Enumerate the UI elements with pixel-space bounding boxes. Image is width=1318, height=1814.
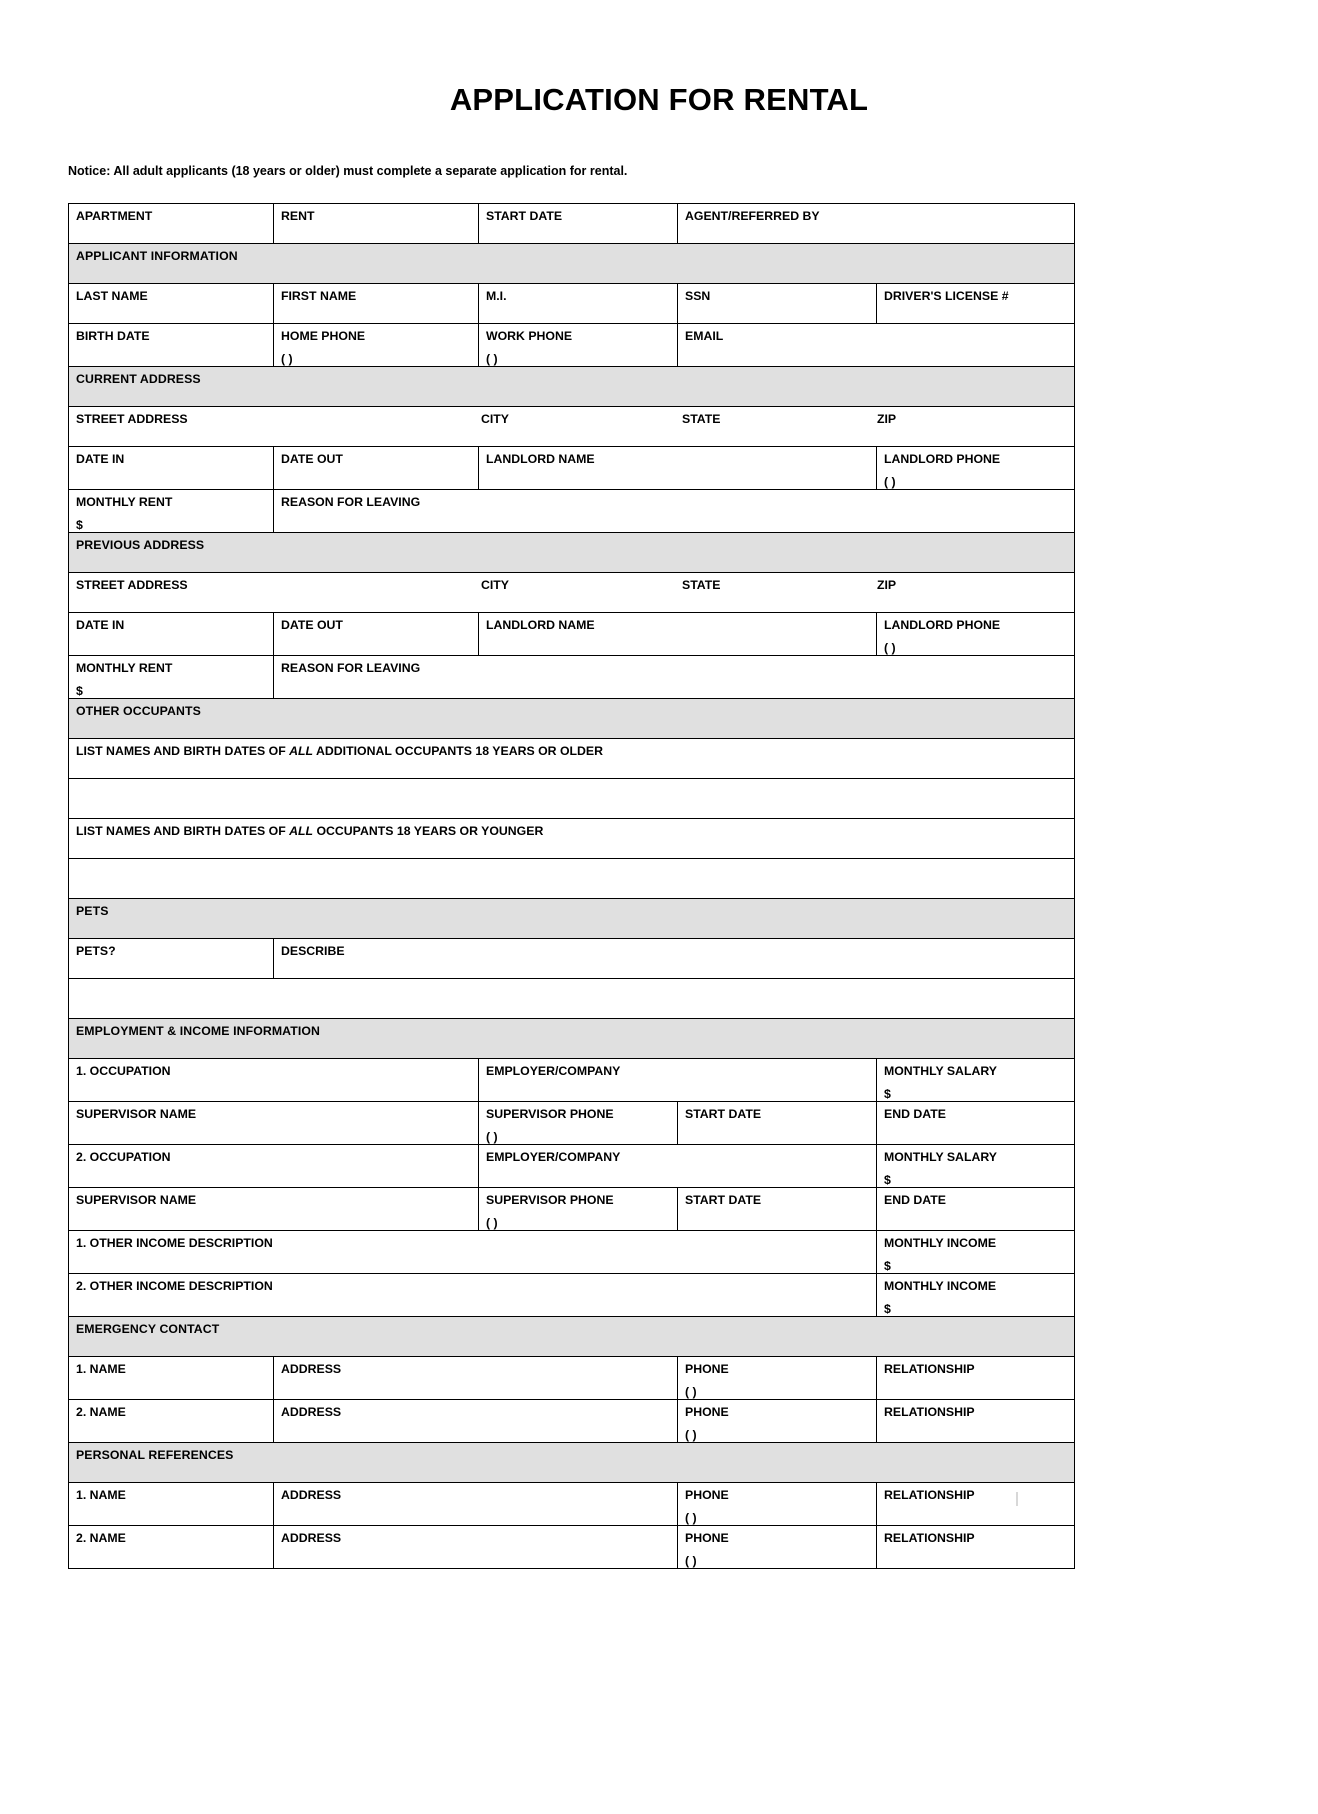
- field-emergency-address-2[interactable]: [274, 1400, 678, 1443]
- field-employer-1-label: EMPLOYER/COMPANY: [486, 1064, 621, 1078]
- field-previous-date-out[interactable]: [274, 613, 479, 656]
- field-monthly-income-1-label: MONTHLY INCOME: [884, 1236, 997, 1250]
- supervisor-phone-1-placeholder: ( ): [486, 1129, 498, 1144]
- field-rent-label: RENT: [281, 209, 315, 223]
- field-occupation-2-label: 2. OCCUPATION: [76, 1150, 171, 1164]
- reference-phone-2-placeholder: ( ): [685, 1553, 697, 1568]
- field-previous-monthly-rent[interactable]: [69, 656, 274, 699]
- table-row-current-landlord: [69, 447, 1075, 490]
- section-header-personal-references: PERSONAL REFERENCES: [69, 1443, 1075, 1483]
- section-header-other-occupants: OTHER OCCUPANTS: [69, 699, 1075, 739]
- section-header-current-address: CURRENT ADDRESS: [69, 367, 1075, 407]
- work-phone-placeholder: ( ): [486, 351, 498, 366]
- field-monthly-salary-1-label: MONTHLY SALARY: [884, 1064, 997, 1078]
- section-row-pets: [69, 899, 1075, 939]
- field-current-reason-for-leaving[interactable]: [274, 490, 1075, 533]
- previous-rent-currency: $: [76, 683, 83, 698]
- field-rent[interactable]: [274, 204, 479, 244]
- table-row-current-rent: [69, 490, 1075, 533]
- field-reference-phone-1-label: PHONE: [685, 1488, 729, 1502]
- field-emergency-phone-1[interactable]: [678, 1357, 877, 1400]
- field-emergency-relationship-2[interactable]: [877, 1400, 1075, 1443]
- field-supervisor-name-2[interactable]: [69, 1188, 479, 1231]
- field-emergency-phone-2[interactable]: [678, 1400, 877, 1443]
- field-reference-relationship-2-label: RELATIONSHIP: [884, 1531, 975, 1545]
- field-current-reason-label: REASON FOR LEAVING: [281, 495, 421, 509]
- field-emp-start-date-2[interactable]: [678, 1188, 877, 1231]
- section-row-employment: [69, 1019, 1075, 1059]
- field-current-city-label: CITY: [481, 412, 510, 426]
- table-row-reference-1: [69, 1483, 1075, 1526]
- salary-1-currency: $: [884, 1086, 891, 1101]
- field-current-landlord-name-label: LANDLORD NAME: [486, 452, 595, 466]
- field-agent-referred-by[interactable]: [678, 204, 1075, 244]
- field-emergency-phone-2-label: PHONE: [685, 1405, 729, 1419]
- field-last-name-label: LAST NAME: [76, 289, 148, 303]
- field-reference-name-1-label: 1. NAME: [76, 1488, 126, 1502]
- occupants-older-emphasis: ALL: [289, 744, 314, 758]
- section-header-applicant-information: APPLICANT INFORMATION: [69, 244, 1075, 284]
- field-reference-name-1[interactable]: [69, 1483, 274, 1526]
- field-emergency-name-2[interactable]: [69, 1400, 274, 1443]
- field-emp-end-date-2-label: END DATE: [884, 1193, 946, 1207]
- field-pets-describe[interactable]: [274, 939, 1075, 979]
- rental-application-form: [68, 203, 1075, 1569]
- occupants-younger-prefix: LIST NAMES AND BIRTH DATES OF: [76, 824, 290, 838]
- field-home-phone[interactable]: [274, 324, 479, 367]
- field-occupants-younger[interactable]: [69, 819, 1075, 859]
- table-row-occupants-younger-entry: [69, 859, 1075, 899]
- field-previous-date-out-label: DATE OUT: [281, 618, 343, 632]
- field-emergency-relationship-1-label: RELATIONSHIP: [884, 1362, 975, 1376]
- field-drivers-license-label: DRIVER'S LICENSE #: [884, 289, 1009, 303]
- section-row-previous-address: [69, 533, 1075, 573]
- occupants-younger-emphasis: ALL: [289, 824, 314, 838]
- field-emergency-name-1-label: 1. NAME: [76, 1362, 126, 1376]
- field-birth-date[interactable]: [69, 324, 274, 367]
- field-supervisor-name-2-label: SUPERVISOR NAME: [76, 1193, 197, 1207]
- field-email[interactable]: [678, 324, 1075, 367]
- field-current-monthly-rent[interactable]: [69, 490, 274, 533]
- table-row-contact: [69, 324, 1075, 367]
- field-emp-start-date-2-label: START DATE: [685, 1193, 762, 1207]
- field-reference-address-1-label: ADDRESS: [281, 1488, 342, 1502]
- field-reference-phone-1[interactable]: [678, 1483, 877, 1526]
- field-reference-relationship-2[interactable]: [877, 1526, 1075, 1569]
- notice-text: Notice: All adult applicants (18 years or older) must complete a separate application for rental.: [68, 164, 628, 178]
- field-emergency-address-1[interactable]: [274, 1357, 678, 1400]
- table-row-reference-2: [69, 1526, 1075, 1569]
- table-row-pets: [69, 939, 1075, 979]
- section-row-emergency-contact: [69, 1317, 1075, 1357]
- table-row-name: [69, 284, 1075, 324]
- field-work-phone-label: WORK PHONE: [486, 329, 573, 343]
- field-previous-landlord-phone-label: LANDLORD PHONE: [884, 618, 1001, 632]
- table-row-occupants-older-entry: [69, 779, 1075, 819]
- field-emergency-name-2-label: 2. NAME: [76, 1405, 126, 1419]
- field-supervisor-phone-1-label: SUPERVISOR PHONE: [486, 1107, 614, 1121]
- section-header-employment: EMPLOYMENT & INCOME INFORMATION: [69, 1019, 1075, 1059]
- field-pets-question-label: PETS?: [76, 944, 116, 958]
- field-occupants-older-entry[interactable]: [69, 779, 1075, 819]
- current-landlord-phone-placeholder: ( ): [884, 474, 896, 489]
- occupants-younger-suffix: OCCUPANTS 18 YEARS OR YOUNGER: [313, 824, 544, 838]
- table-row-apartment-info: [69, 204, 1075, 244]
- field-reference-phone-2-label: PHONE: [685, 1531, 729, 1545]
- field-previous-landlord-phone[interactable]: [877, 613, 1075, 656]
- reference-phone-1-placeholder: ( ): [685, 1510, 697, 1525]
- field-current-zip-label: ZIP: [877, 412, 897, 426]
- table-row-other-income-1: [69, 1231, 1075, 1274]
- field-reference-address-2[interactable]: [274, 1526, 678, 1569]
- field-emergency-phone-1-label: PHONE: [685, 1362, 729, 1376]
- field-monthly-salary-1[interactable]: [877, 1059, 1075, 1102]
- field-emergency-name-1[interactable]: [69, 1357, 274, 1400]
- field-occupation-1[interactable]: [69, 1059, 479, 1102]
- field-previous-date-in[interactable]: [69, 613, 274, 656]
- field-monthly-salary-2[interactable]: [877, 1145, 1075, 1188]
- field-emp-end-date-2[interactable]: [877, 1188, 1075, 1231]
- table-row-previous-landlord: [69, 613, 1075, 656]
- supervisor-phone-2-placeholder: ( ): [486, 1215, 498, 1230]
- field-occupants-older[interactable]: [69, 739, 1075, 779]
- field-pets-question[interactable]: [69, 939, 274, 979]
- table-row-previous-street: [69, 573, 1075, 613]
- occupants-older-prefix: LIST NAMES AND BIRTH DATES OF: [76, 744, 290, 758]
- field-other-income-2-label: 2. OTHER INCOME DESCRIPTION: [76, 1279, 273, 1293]
- field-previous-city-label: CITY: [481, 578, 510, 592]
- field-reference-address-1[interactable]: [274, 1483, 678, 1526]
- income-2-currency: $: [884, 1301, 891, 1316]
- field-current-landlord-phone[interactable]: [877, 447, 1075, 490]
- section-row-other-occupants: [69, 699, 1075, 739]
- home-phone-placeholder: ( ): [281, 351, 293, 366]
- field-emergency-relationship-2-label: RELATIONSHIP: [884, 1405, 975, 1419]
- page-artifact-mark: [1016, 1492, 1018, 1506]
- field-current-address-line[interactable]: [69, 407, 1075, 447]
- emergency-phone-1-placeholder: ( ): [685, 1384, 697, 1399]
- field-previous-reason-label: REASON FOR LEAVING: [281, 661, 421, 675]
- table-row-occupation-1: [69, 1059, 1075, 1102]
- current-rent-currency: $: [76, 517, 83, 532]
- field-current-date-in[interactable]: [69, 447, 274, 490]
- field-start-date-label: START DATE: [486, 209, 563, 223]
- field-employer-2[interactable]: [479, 1145, 877, 1188]
- field-current-date-out-label: DATE OUT: [281, 452, 343, 466]
- field-start-date[interactable]: [479, 204, 678, 244]
- table-row-occupants-younger-label: [69, 819, 1075, 859]
- field-previous-zip-label: ZIP: [877, 578, 897, 592]
- field-monthly-income-2[interactable]: [877, 1274, 1075, 1317]
- field-supervisor-phone-2-label: SUPERVISOR PHONE: [486, 1193, 614, 1207]
- field-supervisor-phone-2[interactable]: [479, 1188, 678, 1231]
- field-emergency-address-1-label: ADDRESS: [281, 1362, 342, 1376]
- field-email-label: EMAIL: [685, 329, 724, 343]
- field-previous-landlord-name-label: LANDLORD NAME: [486, 618, 595, 632]
- table-row-other-income-2: [69, 1274, 1075, 1317]
- field-work-phone[interactable]: [479, 324, 678, 367]
- occupants-older-suffix: ADDITIONAL OCCUPANTS 18 YEARS OR OLDER: [313, 744, 603, 758]
- field-reference-phone-2[interactable]: [678, 1526, 877, 1569]
- income-1-currency: $: [884, 1258, 891, 1273]
- field-mi-label: M.I.: [486, 289, 507, 303]
- section-header-emergency-contact: EMERGENCY CONTACT: [69, 1317, 1075, 1357]
- field-middle-initial[interactable]: [479, 284, 678, 324]
- field-previous-street-label: STREET ADDRESS: [76, 578, 188, 592]
- field-previous-reason-for-leaving[interactable]: [274, 656, 1075, 699]
- field-previous-state-label: STATE: [682, 578, 721, 592]
- field-monthly-income-2-label: MONTHLY INCOME: [884, 1279, 997, 1293]
- field-drivers-license[interactable]: [877, 284, 1075, 324]
- field-last-name[interactable]: [69, 284, 274, 324]
- field-ssn-label: SSN: [685, 289, 711, 303]
- field-other-income-2[interactable]: [69, 1274, 877, 1317]
- section-row-current-address: [69, 367, 1075, 407]
- field-first-name-label: FIRST NAME: [281, 289, 357, 303]
- field-reference-address-2-label: ADDRESS: [281, 1531, 342, 1545]
- table-row-current-street: [69, 407, 1075, 447]
- field-previous-date-in-label: DATE IN: [76, 618, 125, 632]
- field-pets-entry[interactable]: [69, 979, 1075, 1019]
- field-current-monthly-rent-label: MONTHLY RENT: [76, 495, 173, 509]
- section-row-applicant-information: [69, 244, 1075, 284]
- emergency-phone-2-placeholder: ( ): [685, 1427, 697, 1442]
- field-employer-2-label: EMPLOYER/COMPANY: [486, 1150, 621, 1164]
- field-previous-monthly-rent-label: MONTHLY RENT: [76, 661, 173, 675]
- field-other-income-1-label: 1. OTHER INCOME DESCRIPTION: [76, 1236, 273, 1250]
- table-row-emergency-1: [69, 1357, 1075, 1400]
- field-monthly-salary-2-label: MONTHLY SALARY: [884, 1150, 997, 1164]
- field-home-phone-label: HOME PHONE: [281, 329, 366, 343]
- field-monthly-income-1[interactable]: [877, 1231, 1075, 1274]
- section-row-personal-references: [69, 1443, 1075, 1483]
- field-emp-end-date-1[interactable]: [877, 1102, 1075, 1145]
- section-header-pets: PETS: [69, 899, 1075, 939]
- field-apartment[interactable]: [69, 204, 274, 244]
- field-emergency-relationship-1[interactable]: [877, 1357, 1075, 1400]
- field-other-income-1[interactable]: [69, 1231, 877, 1274]
- table-row-emergency-2: [69, 1400, 1075, 1443]
- field-supervisor-phone-1[interactable]: [479, 1102, 678, 1145]
- table-row-previous-rent: [69, 656, 1075, 699]
- table-row-supervisor-2: [69, 1188, 1075, 1231]
- table-row-pets-entry: [69, 979, 1075, 1019]
- field-current-street-label: STREET ADDRESS: [76, 412, 188, 426]
- field-reference-name-2-label: 2. NAME: [76, 1531, 126, 1545]
- field-emp-end-date-1-label: END DATE: [884, 1107, 946, 1121]
- field-ssn[interactable]: [678, 284, 877, 324]
- previous-landlord-phone-placeholder: ( ): [884, 640, 896, 655]
- table-row-occupants-older-label: [69, 739, 1075, 779]
- field-occupation-1-label: 1. OCCUPATION: [76, 1064, 171, 1078]
- field-emp-start-date-1-label: START DATE: [685, 1107, 762, 1121]
- field-current-state-label: STATE: [682, 412, 721, 426]
- salary-2-currency: $: [884, 1172, 891, 1187]
- field-occupation-2[interactable]: [69, 1145, 479, 1188]
- field-first-name[interactable]: [274, 284, 479, 324]
- field-previous-landlord-name[interactable]: [479, 613, 877, 656]
- field-supervisor-name-1-label: SUPERVISOR NAME: [76, 1107, 197, 1121]
- field-current-landlord-name[interactable]: [479, 447, 877, 490]
- field-birth-date-label: BIRTH DATE: [76, 329, 150, 343]
- field-current-landlord-phone-label: LANDLORD PHONE: [884, 452, 1001, 466]
- table-row-supervisor-1: [69, 1102, 1075, 1145]
- field-reference-relationship-1[interactable]: [877, 1483, 1075, 1526]
- field-employer-1[interactable]: [479, 1059, 877, 1102]
- table-row-occupation-2: [69, 1145, 1075, 1188]
- field-reference-name-2[interactable]: [69, 1526, 274, 1569]
- page-title: APPLICATION FOR RENTAL: [449, 82, 869, 117]
- field-apartment-label: APARTMENT: [76, 209, 153, 223]
- field-emergency-address-2-label: ADDRESS: [281, 1405, 342, 1419]
- section-header-previous-address: PREVIOUS ADDRESS: [69, 533, 1075, 573]
- field-current-date-out[interactable]: [274, 447, 479, 490]
- field-supervisor-name-1[interactable]: [69, 1102, 479, 1145]
- field-pets-describe-label: DESCRIBE: [281, 944, 345, 958]
- field-agent-label: AGENT/REFERRED BY: [685, 209, 820, 223]
- field-current-date-in-label: DATE IN: [76, 452, 125, 466]
- field-reference-relationship-1-label: RELATIONSHIP: [884, 1488, 975, 1502]
- field-previous-address-line[interactable]: [69, 573, 1075, 613]
- field-occupants-younger-entry[interactable]: [69, 859, 1075, 899]
- field-emp-start-date-1[interactable]: [678, 1102, 877, 1145]
